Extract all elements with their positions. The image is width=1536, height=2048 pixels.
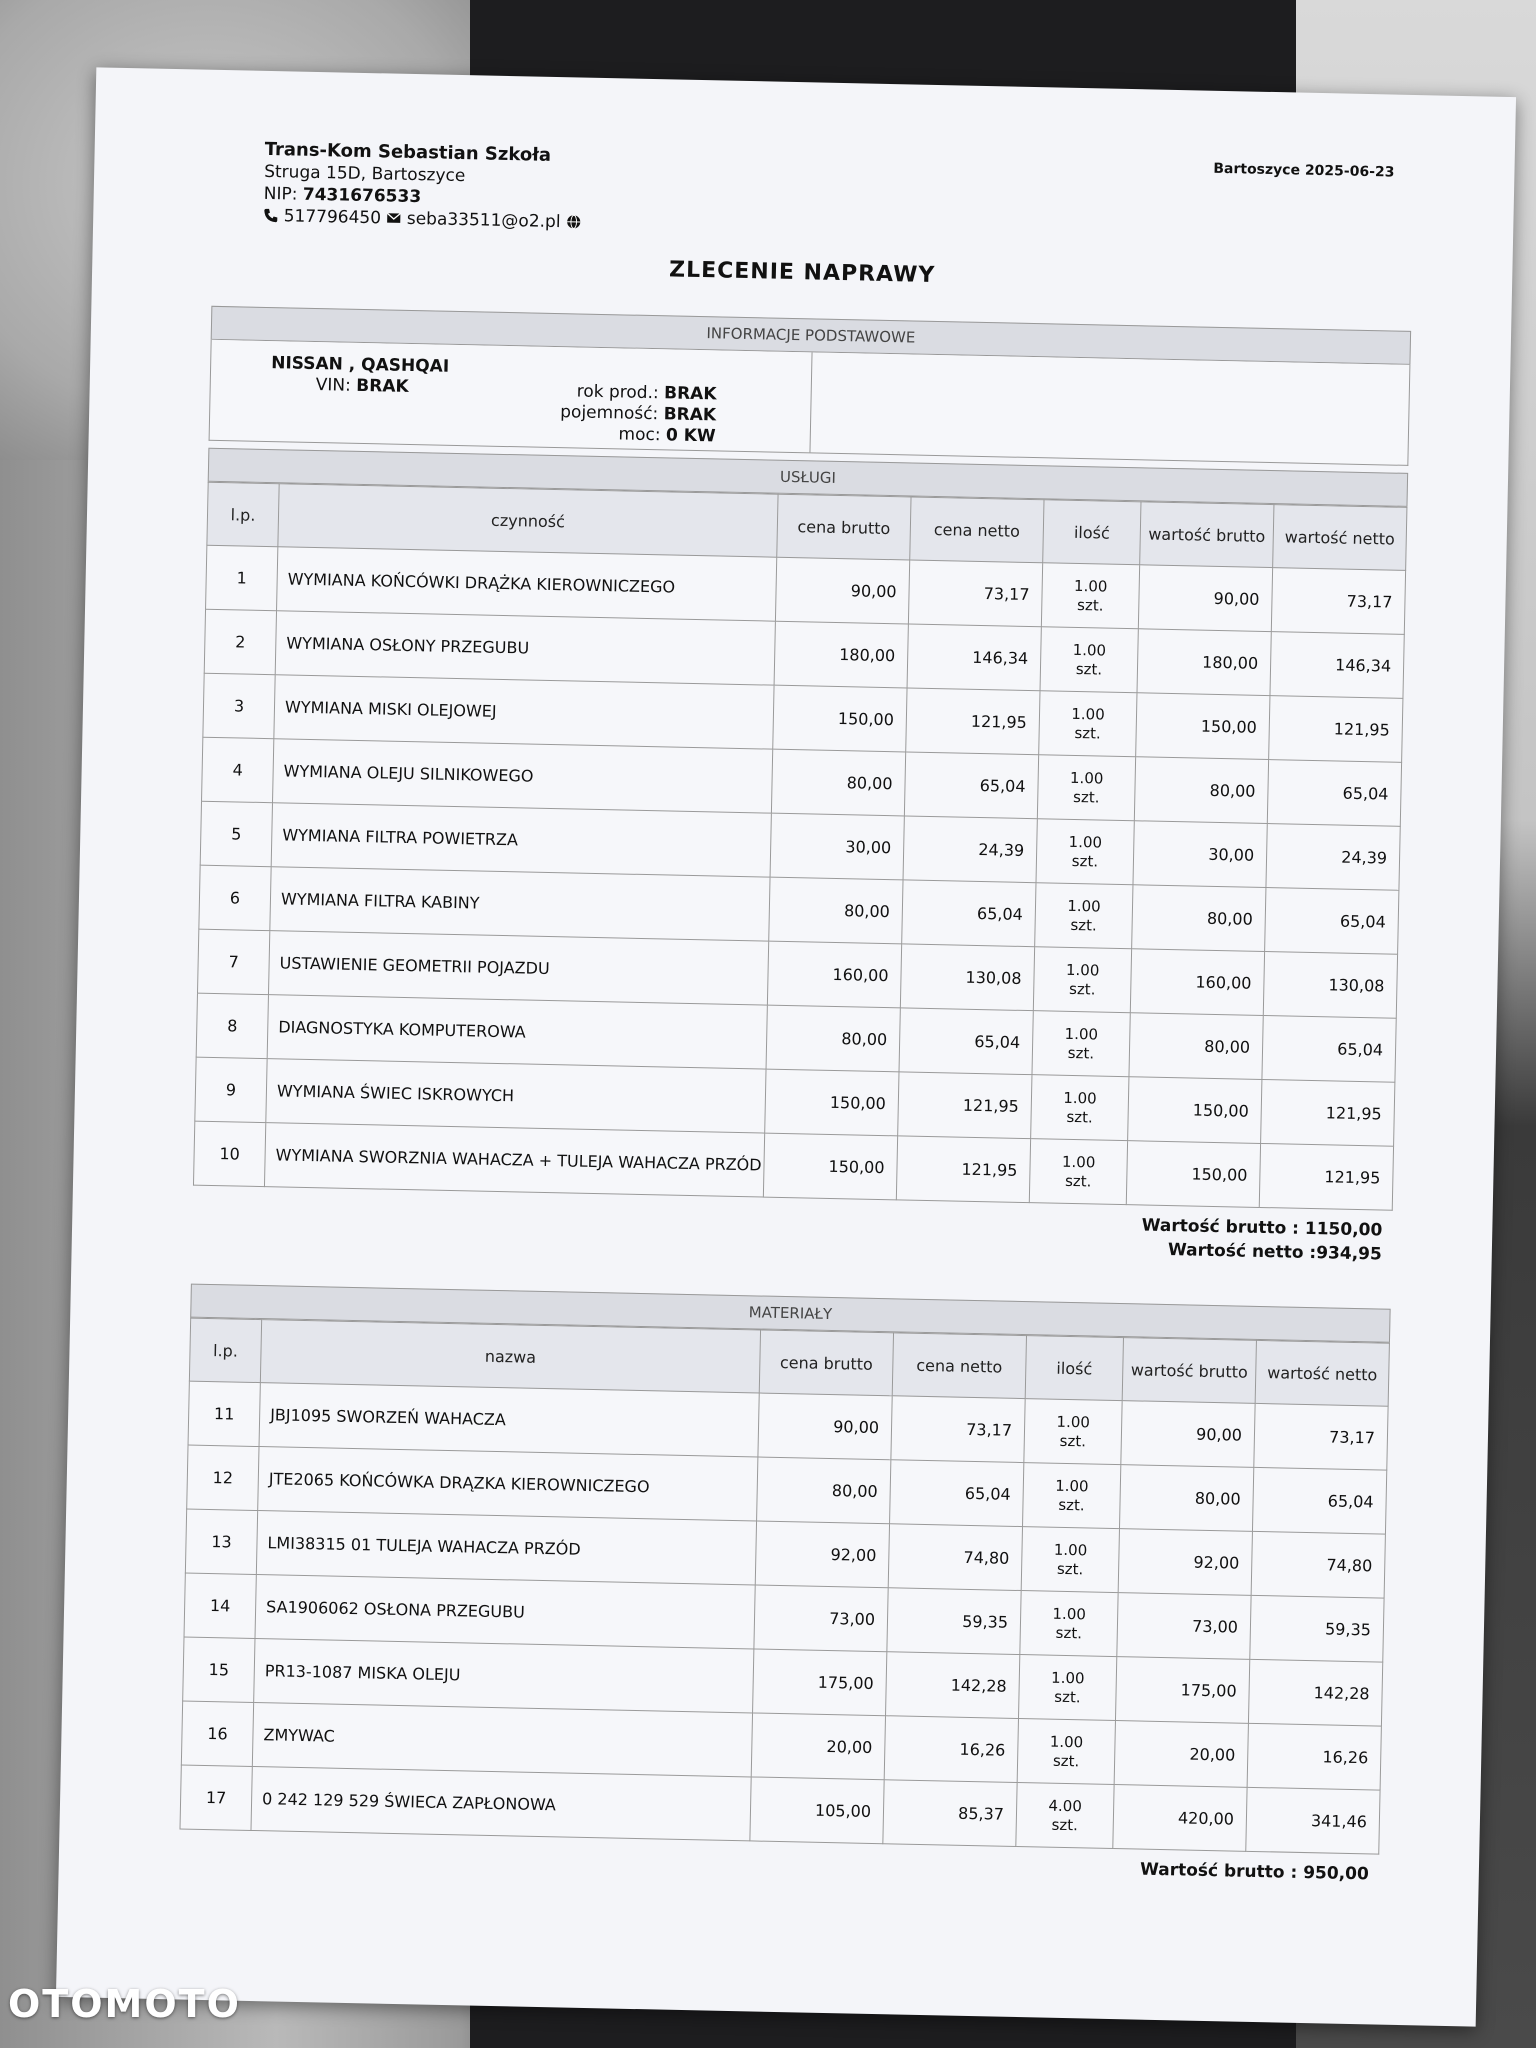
row-price-net: 121,95 xyxy=(898,1072,1032,1139)
row-name: WYMIANA FILTRA KABINY xyxy=(270,867,770,941)
col-value-gross: wartość brutto xyxy=(1122,1338,1256,1404)
row-value-net: 24,39 xyxy=(1266,824,1400,891)
row-lp: 13 xyxy=(185,1509,257,1574)
row-value-gross: 80,00 xyxy=(1132,885,1266,952)
row-price-gross: 150,00 xyxy=(773,685,907,752)
row-price-gross: 90,00 xyxy=(758,1393,892,1460)
row-value-net: 65,04 xyxy=(1267,760,1401,827)
basic-info-section xyxy=(209,306,1412,466)
basic-info-header: INFORMACJE PODSTAWOWE xyxy=(211,306,1411,365)
quantity-unit: szt. xyxy=(1072,787,1100,807)
otomoto-watermark: OTOMOTO xyxy=(8,1982,241,2026)
vehicle-vin xyxy=(316,375,409,397)
services-total-net-label: Wartość netto : xyxy=(1167,1240,1317,1264)
row-price-net: 24,39 xyxy=(903,816,1037,883)
row-quantity xyxy=(1024,1399,1122,1465)
col-price-net: cena netto xyxy=(910,497,1044,563)
row-quantity xyxy=(1016,1783,1114,1849)
services-total-net-value: 934,95 xyxy=(1315,1243,1382,1265)
engine-power-label: moc: xyxy=(618,424,661,446)
row-name: SA1906062 OSŁONA PRZEGUBU xyxy=(255,1575,755,1649)
row-lp: 3 xyxy=(203,673,275,738)
production-year-label: rok prod.: xyxy=(576,381,659,404)
row-name: JTE2065 KOŃCÓWKA DRĄZKA KIEROWNICZEGO xyxy=(258,1447,758,1521)
row-price-net: 146,34 xyxy=(907,624,1041,691)
col-quantity: ilość xyxy=(1025,1336,1123,1401)
row-quantity xyxy=(1021,1527,1119,1593)
row-price-gross: 80,00 xyxy=(766,1005,900,1072)
row-value-gross: 420,00 xyxy=(1113,1785,1247,1852)
place-date: Bartoszyce 2025-06-23 xyxy=(1213,160,1395,181)
row-price-net: 130,08 xyxy=(900,944,1034,1011)
row-price-gross: 150,00 xyxy=(765,1069,899,1136)
row-lp: 2 xyxy=(204,609,276,674)
row-price-net: 85,37 xyxy=(883,1780,1017,1847)
row-lp: 14 xyxy=(184,1573,256,1638)
row-name: WYMIANA OSŁONY PRZEGUBU xyxy=(275,611,775,685)
row-price-net: 65,04 xyxy=(902,880,1036,947)
engine-capacity xyxy=(560,402,716,426)
col-activity: czynność xyxy=(278,484,778,557)
row-value-net: 121,95 xyxy=(1261,1079,1395,1146)
quantity-unit: szt. xyxy=(1058,1495,1085,1514)
row-price-net: 65,04 xyxy=(899,1008,1033,1075)
row-lp: 7 xyxy=(197,929,269,994)
engine-capacity-label: pojemność: xyxy=(560,402,659,425)
row-value-gross: 80,00 xyxy=(1134,757,1268,824)
document-title: ZLECENIE NAPRAWY xyxy=(668,257,936,288)
email-address: seba33511@o2.pl xyxy=(406,208,561,233)
row-value-gross: 80,00 xyxy=(1129,1013,1263,1080)
row-quantity xyxy=(1040,627,1138,693)
nip-value: 7431676533 xyxy=(302,184,422,208)
row-price-net: 73,17 xyxy=(891,1396,1025,1463)
quantity-value: 1.00 xyxy=(1067,896,1101,916)
row-price-gross: 80,00 xyxy=(757,1457,891,1524)
row-lp: 1 xyxy=(206,545,278,610)
services-header: USŁUGI xyxy=(208,448,1408,507)
vehicle-info xyxy=(210,340,813,453)
row-lp: 11 xyxy=(188,1381,260,1446)
col-value-net: wartość netto xyxy=(1255,1340,1389,1406)
repair-order-document xyxy=(56,67,1516,2026)
quantity-value: 1.00 xyxy=(1071,704,1105,724)
row-value-net: 121,95 xyxy=(1259,1143,1393,1210)
row-value-gross: 73,00 xyxy=(1117,1593,1251,1660)
services-section xyxy=(192,448,1408,1267)
row-price-net: 121,95 xyxy=(906,688,1040,755)
vehicle-specs xyxy=(560,381,717,447)
row-value-net: 341,46 xyxy=(1246,1787,1380,1854)
row-value-net: 142,28 xyxy=(1248,1659,1382,1726)
row-price-gross: 160,00 xyxy=(767,941,901,1008)
row-name: JBJ1095 SWORZEŃ WAHACZA xyxy=(259,1383,759,1457)
row-price-net: 74,80 xyxy=(888,1524,1022,1591)
row-value-gross: 20,00 xyxy=(1114,1721,1248,1788)
row-lp: 8 xyxy=(196,993,268,1058)
materials-table xyxy=(179,1318,1389,1855)
row-price-gross: 105,00 xyxy=(750,1777,884,1844)
quantity-value: 1.00 xyxy=(1050,1668,1085,1687)
quantity-unit: szt. xyxy=(1075,659,1103,679)
col-lp: l.p. xyxy=(207,482,279,546)
col-price-gross: cena brutto xyxy=(759,1330,893,1396)
quantity-value: 1.00 xyxy=(1072,640,1107,660)
row-lp: 10 xyxy=(193,1121,265,1186)
row-value-gross: 90,00 xyxy=(1121,1401,1255,1468)
row-value-net: 65,04 xyxy=(1265,888,1399,955)
row-value-gross: 175,00 xyxy=(1115,1657,1249,1724)
row-value-gross: 90,00 xyxy=(1138,565,1272,632)
quantity-value: 4.00 xyxy=(1048,1796,1083,1815)
row-name: ZMYWAC xyxy=(252,1702,752,1776)
quantity-value: 1.00 xyxy=(1065,960,1100,980)
engine-capacity-value: BRAK xyxy=(663,404,717,426)
materials-rows xyxy=(180,1381,1388,1854)
row-price-net: 65,04 xyxy=(904,752,1038,819)
row-value-net: 65,04 xyxy=(1262,1015,1396,1082)
materials-total-gross-value: 950,00 xyxy=(1302,1863,1370,1885)
row-value-net: 16,26 xyxy=(1247,1723,1381,1790)
engine-power-value: 0 KW xyxy=(665,425,716,447)
phone-number: 517796450 xyxy=(283,206,382,229)
col-price-net: cena netto xyxy=(892,1333,1026,1399)
quantity-unit: szt. xyxy=(1051,1815,1079,1834)
row-name: WYMIANA MISKI OLEJOWEJ xyxy=(274,675,774,749)
vin-value: BRAK xyxy=(356,375,409,397)
materials-total-gross-label: Wartość brutto : xyxy=(1139,1859,1298,1883)
row-quantity xyxy=(1032,1011,1130,1077)
row-price-gross: 180,00 xyxy=(774,621,908,688)
row-name: WYMIANA OLEJU SILNIKOWEGO xyxy=(273,739,773,813)
row-name: PR13-1087 MISKA OLEJU xyxy=(254,1639,754,1713)
services-table xyxy=(193,482,1407,1211)
row-lp: 12 xyxy=(187,1445,259,1510)
row-price-gross: 175,00 xyxy=(753,1649,887,1716)
row-price-net: 59,35 xyxy=(887,1588,1021,1655)
quantity-value: 1.00 xyxy=(1068,832,1103,852)
row-value-gross: 80,00 xyxy=(1119,1465,1253,1532)
row-price-gross: 80,00 xyxy=(769,877,903,944)
row-name: 0 242 129 529 ŚWIECA ZAPŁONOWA xyxy=(251,1766,751,1840)
nip-label: NIP: xyxy=(263,183,298,205)
col-value-gross: wartość brutto xyxy=(1140,502,1274,568)
materials-section xyxy=(179,1284,1391,1887)
phone-icon xyxy=(263,208,278,223)
row-value-gross: 30,00 xyxy=(1133,821,1267,888)
col-item-name: nazwa xyxy=(260,1320,760,1393)
quantity-value: 1.00 xyxy=(1063,1088,1097,1108)
row-lp: 9 xyxy=(195,1057,267,1122)
row-value-gross: 92,00 xyxy=(1118,1529,1252,1596)
quantity-value: 1.00 xyxy=(1053,1540,1088,1559)
row-value-gross: 160,00 xyxy=(1130,949,1264,1016)
quantity-unit: szt. xyxy=(1070,915,1097,934)
row-name: WYMIANA KOŃCÓWKI DRĄŻKA KIEROWNICZEGO xyxy=(277,547,777,621)
row-quantity xyxy=(1017,1719,1115,1785)
quantity-unit: szt. xyxy=(1055,1623,1083,1642)
quantity-unit: szt. xyxy=(1074,723,1102,743)
envelope-icon xyxy=(386,210,401,225)
row-quantity xyxy=(1020,1591,1118,1657)
globe-icon xyxy=(566,214,581,229)
quantity-value: 1.00 xyxy=(1069,768,1104,788)
row-quantity xyxy=(1035,883,1133,949)
row-value-net: 130,08 xyxy=(1263,952,1397,1019)
company-name: Trans-Kom Sebastian Szkoła xyxy=(264,138,552,166)
row-price-gross: 90,00 xyxy=(775,557,909,624)
row-value-net: 59,35 xyxy=(1250,1595,1384,1662)
quantity-unit: szt. xyxy=(1054,1687,1081,1706)
row-quantity xyxy=(1041,563,1139,629)
row-quantity xyxy=(1039,691,1137,757)
row-lp: 16 xyxy=(181,1701,253,1766)
basic-info-right-cell xyxy=(810,352,1409,464)
quantity-value: 1.00 xyxy=(1061,1152,1096,1172)
quantity-unit: szt. xyxy=(1071,851,1099,870)
row-quantity xyxy=(1037,755,1135,821)
row-price-net: 142,28 xyxy=(886,1652,1020,1719)
row-value-net: 65,04 xyxy=(1252,1467,1386,1534)
services-total-gross-label: Wartość brutto : xyxy=(1141,1215,1300,1239)
row-price-gross: 150,00 xyxy=(763,1133,897,1200)
quantity-value: 1.00 xyxy=(1052,1604,1087,1623)
quantity-unit: szt. xyxy=(1052,1751,1080,1770)
row-quantity xyxy=(1029,1139,1127,1205)
quantity-unit: szt. xyxy=(1056,1559,1084,1578)
row-quantity xyxy=(1036,819,1134,885)
company-address: Struga 15D, Bartoszyce xyxy=(264,161,466,187)
row-name: WYMIANA FILTRA POWIETRZA xyxy=(271,803,771,877)
row-lp: 5 xyxy=(200,801,272,866)
row-quantity xyxy=(1018,1655,1116,1721)
row-price-gross: 80,00 xyxy=(771,749,905,816)
row-value-net: 121,95 xyxy=(1269,696,1403,763)
quantity-value: 1.00 xyxy=(1064,1024,1099,1044)
row-value-net: 146,34 xyxy=(1270,632,1404,699)
row-lp: 17 xyxy=(180,1765,252,1830)
quantity-value: 1.00 xyxy=(1056,1412,1091,1431)
row-value-gross: 150,00 xyxy=(1126,1141,1260,1208)
row-price-gross: 92,00 xyxy=(755,1521,889,1588)
engine-power xyxy=(560,423,716,447)
row-value-gross: 180,00 xyxy=(1137,629,1271,696)
col-lp: l.p. xyxy=(189,1318,261,1382)
vin-label: VIN: xyxy=(315,375,352,396)
row-name: DIAGNOSTYKA KOMPUTEROWA xyxy=(267,995,767,1069)
row-price-net: 65,04 xyxy=(890,1460,1024,1527)
row-price-gross: 73,00 xyxy=(754,1585,888,1652)
row-price-net: 73,17 xyxy=(908,560,1042,627)
row-lp: 15 xyxy=(183,1637,255,1702)
quantity-unit: szt. xyxy=(1066,1107,1093,1126)
row-quantity xyxy=(1031,1075,1129,1141)
production-year-value: BRAK xyxy=(663,383,717,405)
quantity-unit: szt. xyxy=(1068,979,1096,998)
row-value-net: 73,17 xyxy=(1271,568,1405,635)
row-value-net: 74,80 xyxy=(1251,1531,1385,1598)
quantity-value: 1.00 xyxy=(1054,1476,1089,1495)
quantity-unit: szt. xyxy=(1059,1431,1087,1450)
row-name: LMI38315 01 TULEJA WAHACZA PRZÓD xyxy=(256,1511,756,1585)
row-price-net: 121,95 xyxy=(896,1136,1030,1203)
row-name: WYMIANA SWORZNIA WAHACZA + TULEJA WAHACZA PRZÓD xyxy=(264,1123,764,1197)
vehicle-make-model: NISSAN , QASHQAI xyxy=(271,353,450,377)
col-price-gross: cena brutto xyxy=(777,494,911,560)
quantity-unit: szt. xyxy=(1076,595,1104,615)
row-lp: 6 xyxy=(199,865,271,930)
row-quantity xyxy=(1033,947,1131,1013)
materials-header: MATERIAŁY xyxy=(190,1284,1390,1343)
col-quantity: ilość xyxy=(1043,500,1141,565)
services-rows xyxy=(193,545,1405,1210)
row-lp: 4 xyxy=(202,737,274,802)
quantity-unit: szt. xyxy=(1067,1043,1095,1062)
quantity-value: 1.00 xyxy=(1049,1732,1084,1751)
row-value-gross: 150,00 xyxy=(1128,1077,1262,1144)
company-header xyxy=(263,139,582,234)
row-price-gross: 30,00 xyxy=(770,813,904,880)
row-price-net: 16,26 xyxy=(884,1716,1018,1783)
row-price-gross: 20,00 xyxy=(751,1713,885,1780)
row-value-gross: 150,00 xyxy=(1136,693,1270,760)
row-name: WYMIANA ŚWIEC ISKROWYCH xyxy=(266,1059,766,1133)
services-total-gross-value: 1150,00 xyxy=(1304,1218,1383,1241)
row-quantity xyxy=(1023,1463,1121,1529)
col-value-net: wartość netto xyxy=(1273,505,1407,571)
quantity-unit: szt. xyxy=(1064,1171,1092,1190)
row-value-net: 73,17 xyxy=(1254,1403,1388,1470)
quantity-value: 1.00 xyxy=(1073,576,1108,596)
row-name: USTAWIENIE GEOMETRII POJAZDU xyxy=(268,931,768,1005)
